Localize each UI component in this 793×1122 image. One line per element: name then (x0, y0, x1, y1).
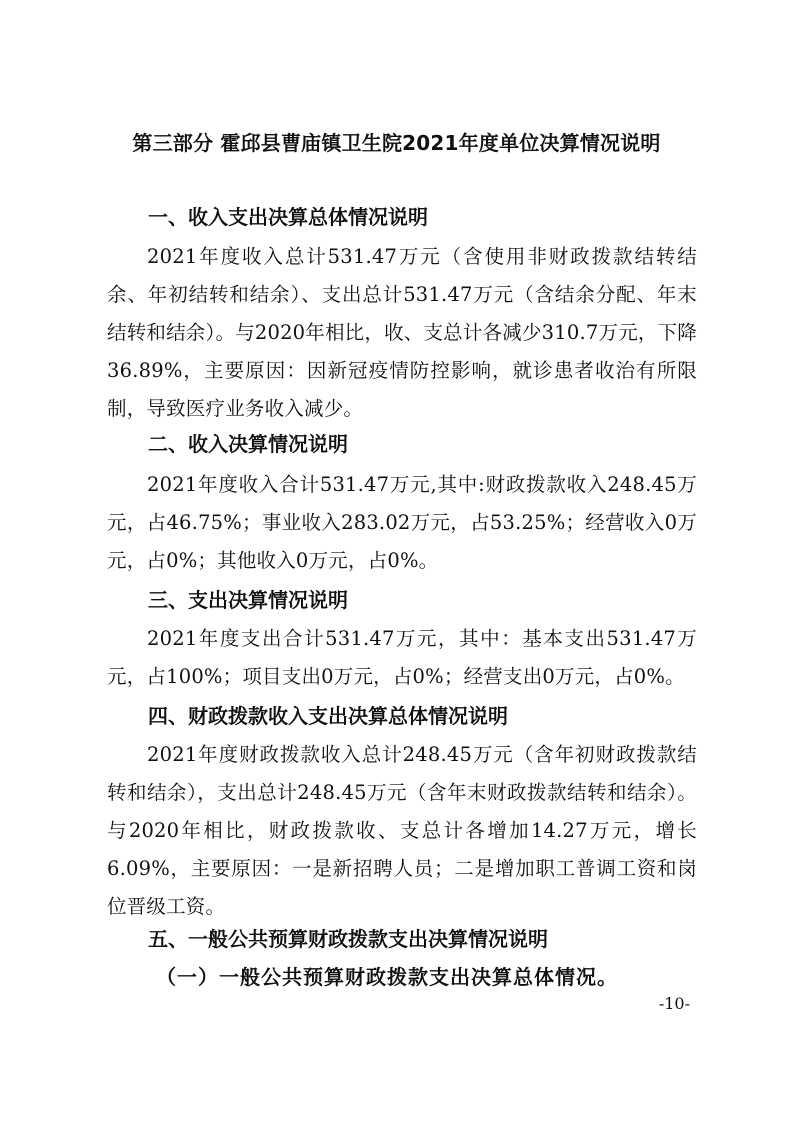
section-1-heading: 一、收入支出决算总体情况说明 (148, 205, 428, 229)
subsection-5-1-heading: （一）一般公共预算财政拨款支出决算总体情况。 (156, 965, 618, 989)
section-2-body: 2021年度收入合计531.47万元,其中:财政拨款收入248.45万元，占46.75%；事业收入283.02万元，占53.25%；经营收入0万元，占0%；其他收入0万元，占0%。 (107, 473, 697, 572)
section-4-heading: 四、财政拨款收入支出决算总体情况说明 (148, 704, 508, 728)
section-2-heading: 二、收入决算情况说明 (148, 432, 348, 456)
document-title: 第三部分 霍邱县曹庙镇卫生院2021年度单位决算情况说明 (132, 131, 661, 155)
section-4-body: 2021年度财政拨款收入总计248.45万元（含年初财政拨款结转和结余），支出总计248.45万元（含年末财政拨款结转和结余）。与2020年相比，财政拨款收、支总计各增加14.27万元，增长6.09%，主要原因：一是新招聘人员；二是增加职工普调工资和岗位晋级工资。 (107, 743, 697, 918)
section-1-body: 2021年度收入总计531.47万元（含使用非财政拨款结转结余、年初结转和结余）、支出总计531.47万元（含结余分配、年末结转和结余）。与2020年相比，收、支总计各减少310.7万元，下降36.89%，主要原因：因新冠疫情防控影响，就诊患者收治有所限制，导致医疗业务收入减少。 (107, 245, 698, 420)
section-3-heading: 三、支出决算情况说明 (148, 588, 348, 612)
section-5-heading: 五、一般公共预算财政拨款支出决算情况说明 (148, 927, 548, 951)
page-number: -10- (658, 994, 690, 1013)
section-3-body: 2021年度支出合计531.47万元，其中：基本支出531.47万元，占100%；项目支出0万元，占0%；经营支出0万元，占0%。 (107, 627, 697, 688)
